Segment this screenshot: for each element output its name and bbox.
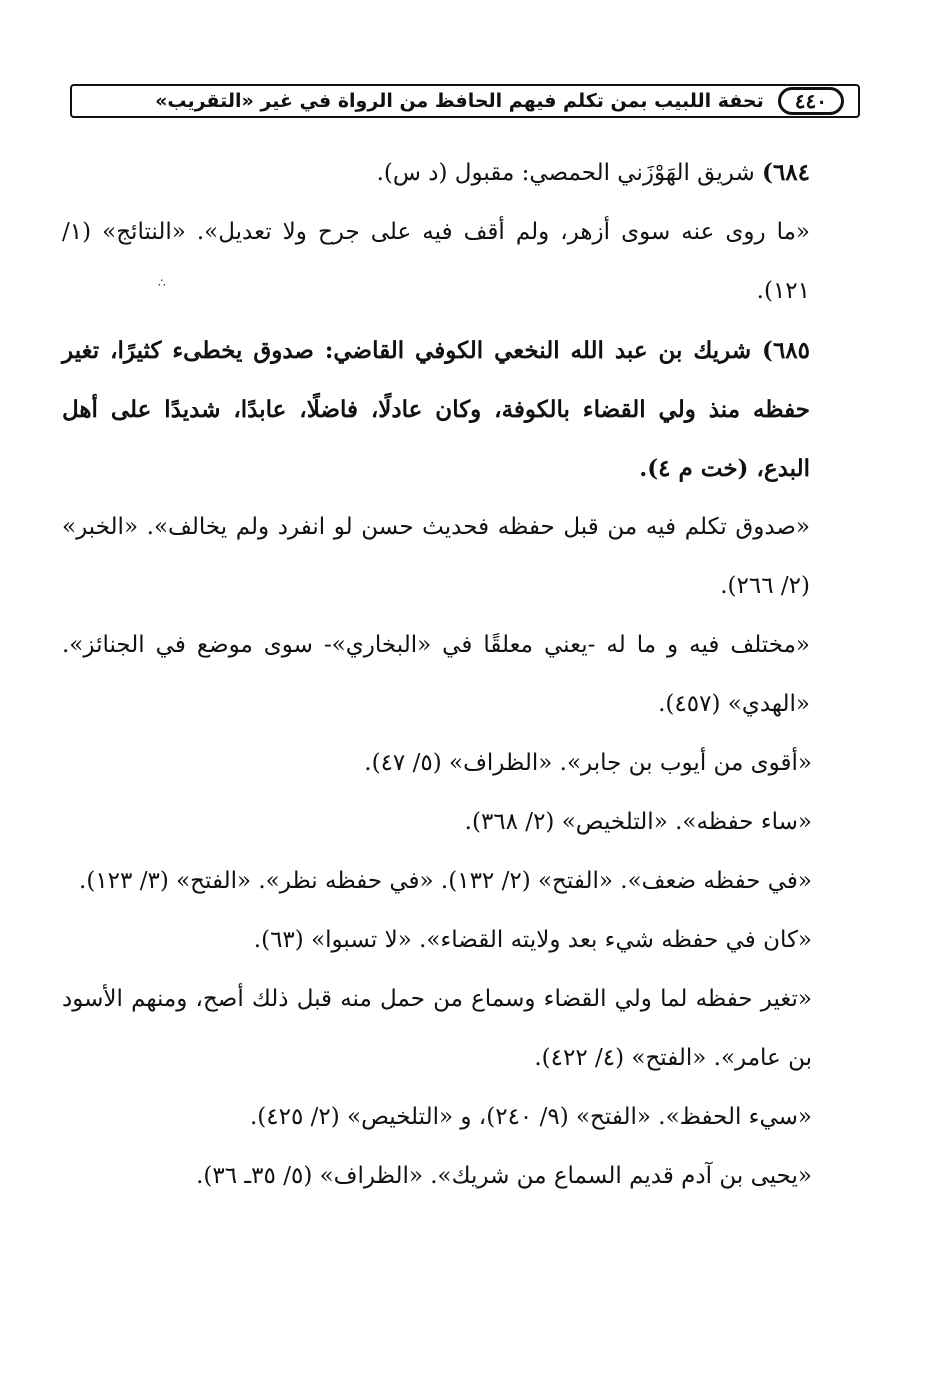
entry-heading-text: شريق الهَوْزَني الحمصي: مقبول (د س). xyxy=(376,160,755,186)
quote-paragraph: «تغير حفظه لما ولي القضاء وسماع من حمل منه قبل ذلك أصح، ومنهم الأسود بن عامر». «الفتح» (٤/ ٤٢٢). xyxy=(62,986,812,1071)
entry-heading-text: شريك بن عبد الله النخعي الكوفي القاضي: صدوق يخطىء كثيرًا، تغير حفظه منذ ولي القضاء بالكوفة، وكان عادلًا، فاضلًا، عابدًا، شديدًا على أهل البدع، (خت م ٤). xyxy=(62,337,810,482)
book-title: تحفة اللبيب بمن تكلم فيهم الحافظ من الرواة في غير «التقريب» xyxy=(155,90,764,112)
entry-number: ٦٨٥) xyxy=(762,337,810,364)
quote-line: «سيء الحفظ». «الفتح» (٩/ ٢٤٠)، و «التلخيص» (٢/ ٤٢٥). xyxy=(249,1104,812,1130)
entry-heading xyxy=(62,143,862,203)
entry-number: ٦٨٤) xyxy=(762,159,810,186)
running-header xyxy=(70,84,860,118)
quote-paragraph: «صدوق تكلم فيه من قبل حفظه فحديث حسن لو انفرد ولم يخالف». «الخبر» (٢/ ٢٦٦). xyxy=(62,514,810,599)
quote-line: «كان في حفظه شيء بعد ولايته القضاء». «لا تسبوا» (٦٣). xyxy=(253,927,812,953)
quote-line: «أقوى من أيوب بن جابر». «الظراف» (٥/ ٤٧). xyxy=(364,750,812,776)
entry-heading xyxy=(62,321,862,498)
print-speck: ∴ xyxy=(158,276,166,290)
quote-paragraph: «ما روى عنه سوى أزهر، ولم أقف فيه على جرح ولا تعديل». «النتائج» (١/ ١٢١). xyxy=(62,219,810,304)
page-body xyxy=(62,143,862,1206)
quote-line: «يحيى بن آدم قديم السماع من شريك». «الظراف» (٥/ ٣٥ـ ٣٦). xyxy=(196,1163,812,1189)
quote-line: «في حفظه ضعف». «الفتح» (٢/ ١٣٢). «في حفظه نظر». «الفتح» (٣/ ١٢٣). xyxy=(79,868,812,894)
quote-paragraph: «مختلف فيه و ما له -يعني معلقًا في «البخاري»- سوى موضع في الجنائز». «الهدي» (٤٥٧). xyxy=(62,632,810,717)
page-number: ٤٤٠ xyxy=(778,87,844,115)
quote-line: «ساء حفظه». «التلخيص» (٢/ ٣٦٨). xyxy=(464,809,812,835)
